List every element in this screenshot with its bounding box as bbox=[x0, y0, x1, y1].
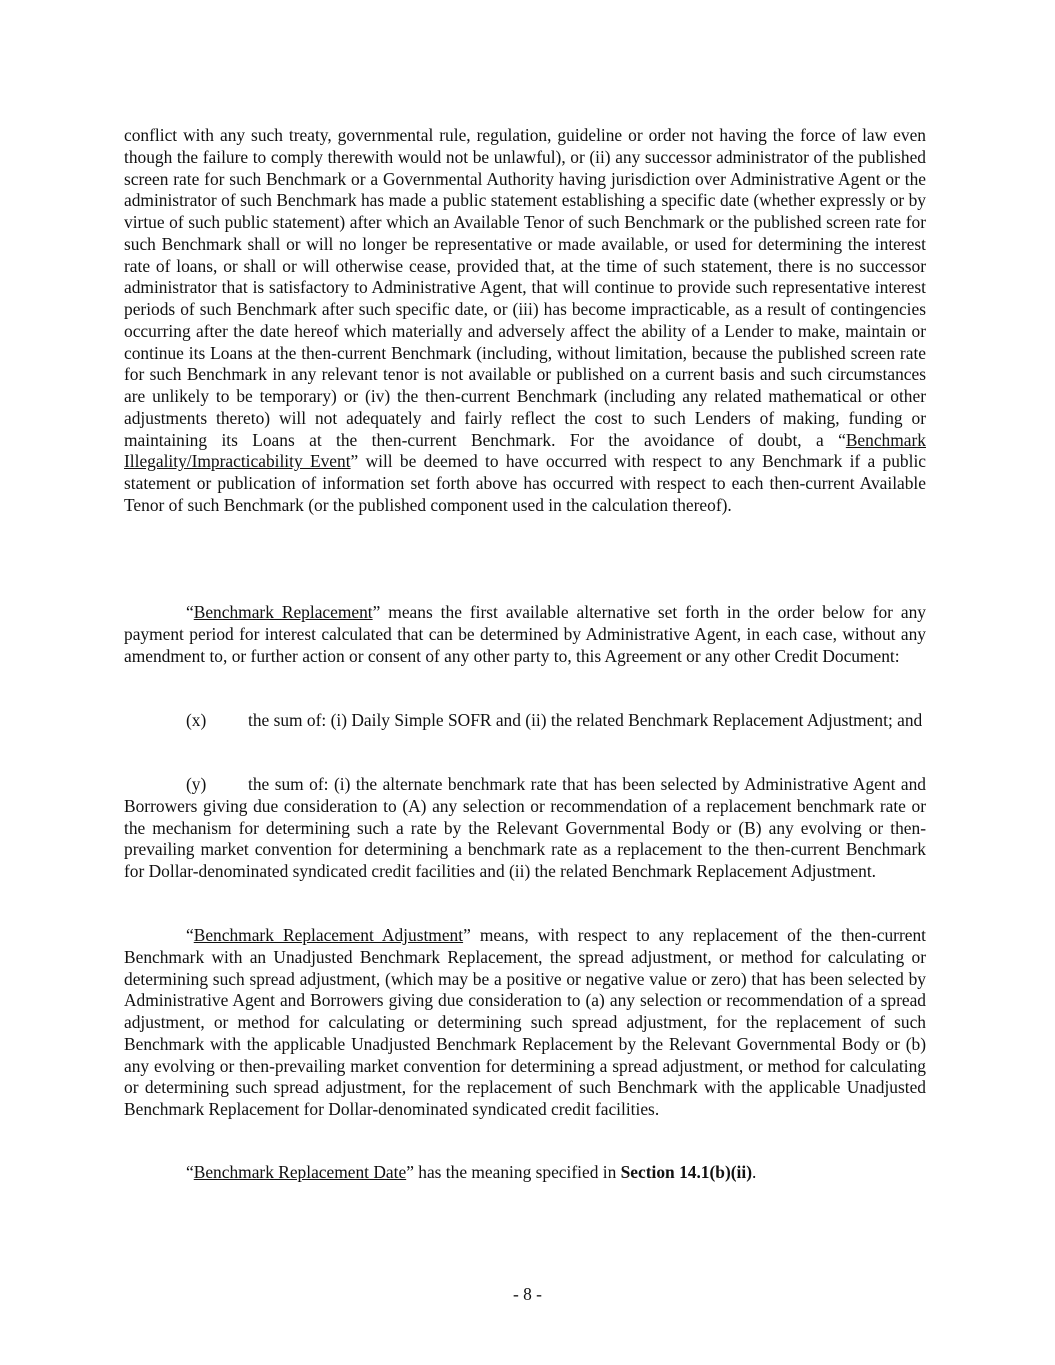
paragraph-benchmark-illegality-continued bbox=[124, 125, 926, 517]
open-quote: “ bbox=[186, 602, 194, 622]
clause-text: the sum of: (i) Daily Simple SOFR and (ii) the related Benchmark Replacement Adjustment; and bbox=[248, 710, 923, 730]
paragraph-text: ” will be deemed to have occurred with respect to any Benchmark if a public statement or publication of information set forth above has occurred with respect to each then-current Available Tenor of such Benchmark (or the published component used in the calculation thereof). bbox=[124, 451, 926, 515]
clause-label: (x) bbox=[186, 710, 207, 730]
paragraph-benchmark-replacement bbox=[124, 602, 926, 667]
paragraph-text: ” means the first available alternative set forth in the order below for any payment period for interest calculated that can be determined by Administrative Agent, in each case, without any amendment to, or further action or consent of any other party to, this Agreement or any other Credit Document: bbox=[124, 602, 926, 666]
defined-term: Benchmark Replacement bbox=[193, 602, 373, 622]
clause-x bbox=[124, 710, 926, 732]
section-reference: Section 14.1(b)(ii) bbox=[620, 1162, 753, 1182]
open-quote: “ bbox=[186, 1162, 194, 1182]
defined-term: Benchmark Replacement Adjustment bbox=[193, 925, 464, 945]
page-number: - 8 - bbox=[513, 1284, 542, 1304]
clause-label: (y) bbox=[186, 774, 207, 794]
paragraph-text: ” has the meaning specified in bbox=[406, 1162, 621, 1182]
paragraph-text: conflict with any such treaty, governmental rule, regulation, guideline or order not having the force of law even though the failure to comply therewith would not be unlawful), or (ii) any successor administrator of the published screen rate for such Benchmark or a Governmental Authority having jurisdiction over Administrative Agent or the administrator of such Benchmark has made a public statement establishing a specific date (whether expressly or by virtue of such public statement) after which an Available Tenor of such Benchmark or the published screen rate for such Benchmark shall or will no longer be representative or made available, or used for determining the interest rate of loans, or shall or will otherwise cease, provided that, at the time of such statement, there is no successor administrator that is satisfactory to Administrative Agent, that will continue to provide such representative interest periods of such Benchmark after such specific date, or (iii) has become impracticable, as a result of contingencies occurring after the date hereof which materially and adversely affect the ability of a Lender to make, maintain or continue its Loans at the then-current Benchmark (including, without limitation, because the published screen rate for such Benchmark in any relevant tenor is not available or published on a current basis and such circumstances are unlikely to be temporary) or (iv) the then-current Benchmark (including any related mathematical or other adjustments thereto) will not adequately and fairly reflect the cost to such Lenders of making, funding or maintaining its Loans at the then-current Benchmark. For the avoidance of doubt, a “ bbox=[124, 125, 926, 450]
defined-term: Benchmark Replacement Date bbox=[193, 1162, 407, 1182]
sentence-end: . bbox=[752, 1162, 757, 1182]
open-quote: “ bbox=[186, 925, 194, 945]
paragraph-benchmark-replacement-date bbox=[124, 1162, 926, 1184]
paragraph-text: ” means, with respect to any replacement of the then-current Benchmark with an Unadjusted Benchmark Replacement, the spread adjustment, or method for calculating or determining such spread adjustment, (which may be a positive or negative value or zero) that has been selected by Administrative Agent and Borrowers giving due consideration to (a) any selection or recommendation of a spread adjustment, or method for calculating or determining such spread adjustment, for the replacement of such Benchmark with the applicable Unadjusted Benchmark Replacement by the Relevant Governmental Body or (b) any evolving or then-prevailing market convention for determining a spread adjustment, or method for calculating or determining such spread adjustment, for the replacement of such Benchmark with the applicable Unadjusted Benchmark Replacement for Dollar-denominated syndicated credit facilities. bbox=[124, 925, 926, 1119]
defined-term: Benchmark Illegality/Impracticability Event bbox=[124, 429, 926, 472]
clause-text: the sum of: (i) the alternate benchmark rate that has been selected by Administrative Agent and Borrowers giving due consideration to (A) any selection or recommendation of a replacement benchmark rate or the mechanism for determining such a rate by the Relevant Governmental Body or (B) any evolving or then-prevailing market convention for determining a benchmark rate as a replacement to the then-current Benchmark for Dollar-denominated syndicated credit facilities and (ii) the related Benchmark Replacement Adjustment. bbox=[124, 774, 926, 881]
clause-y bbox=[124, 774, 926, 883]
paragraph-benchmark-replacement-adjustment bbox=[124, 925, 926, 1121]
